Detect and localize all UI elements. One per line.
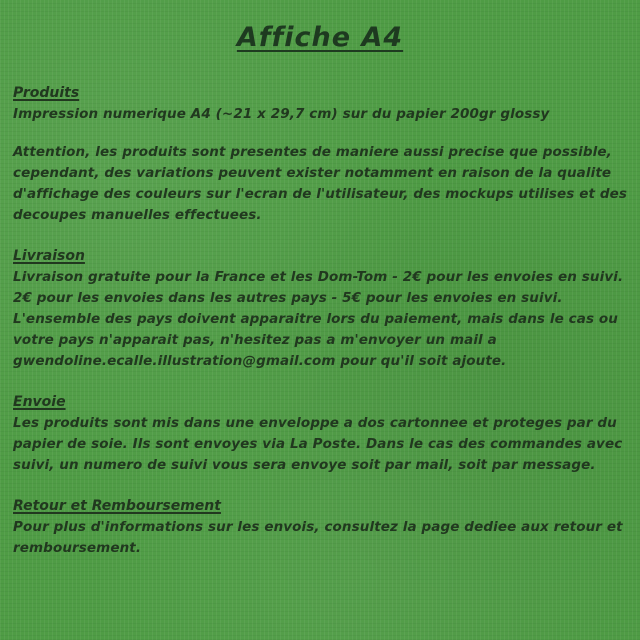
paragraph-livraison-international: 2€ pour les envoies dans les autres pays - 5€ pour les envoies en suivi. L'ensemble des pays doivent apparaitre lors du paiement, mais dans le cas ou votre pays n'apparait pas, n'hesitez pas a m'envoyer un mail a gwendoline.ecalle.illustration@gmail.com pour qu'il soit ajoute. — [13, 290, 618, 369]
paragraph-retour-info: Pour plus d'informations sur les envois, consultez la page dediee aux retour et remboursement. — [13, 519, 623, 556]
section-heading-produits: Produits — [13, 85, 80, 101]
section-heading-envoie: Envoie — [13, 394, 66, 410]
section-envoie — [13, 392, 627, 476]
paragraph-envoie-details: Les produits sont mis dans une enveloppe a dos cartonnee et proteges par du papier de soie. Ils sont envoyes via La Poste. Dans le cas des commandes avec suivi, un numero de suivi vous sera envoye soit par mail, soit par message. — [13, 415, 623, 473]
section-heading-livraison: Livraison — [13, 248, 85, 264]
paragraph-livraison-france: Livraison gratuite pour la France et les Dom-Tom - 2€ pour les envoies en suivi. — [13, 269, 624, 285]
section-produits — [13, 83, 627, 226]
page-title: Affiche A4 — [236, 22, 404, 53]
section-livraison — [13, 246, 627, 372]
section-retour-remboursement — [13, 496, 627, 559]
paragraph-produits-spec: Impression numerique A4 (~21 x 29,7 cm) sur du papier 200gr glossy — [13, 106, 550, 122]
paragraph-produits-disclaimer: Attention, les produits sont presentes de maniere aussi precise que possible, cependant, des variations peuvent exister notamment en raison de la qualite d'affichage des couleurs sur l'ecran de l'utilisateur, des mockups utilises et des decoupes manuelles effectuees. — [13, 144, 627, 223]
section-heading-retour-remboursement: Retour et Remboursement — [13, 498, 221, 514]
